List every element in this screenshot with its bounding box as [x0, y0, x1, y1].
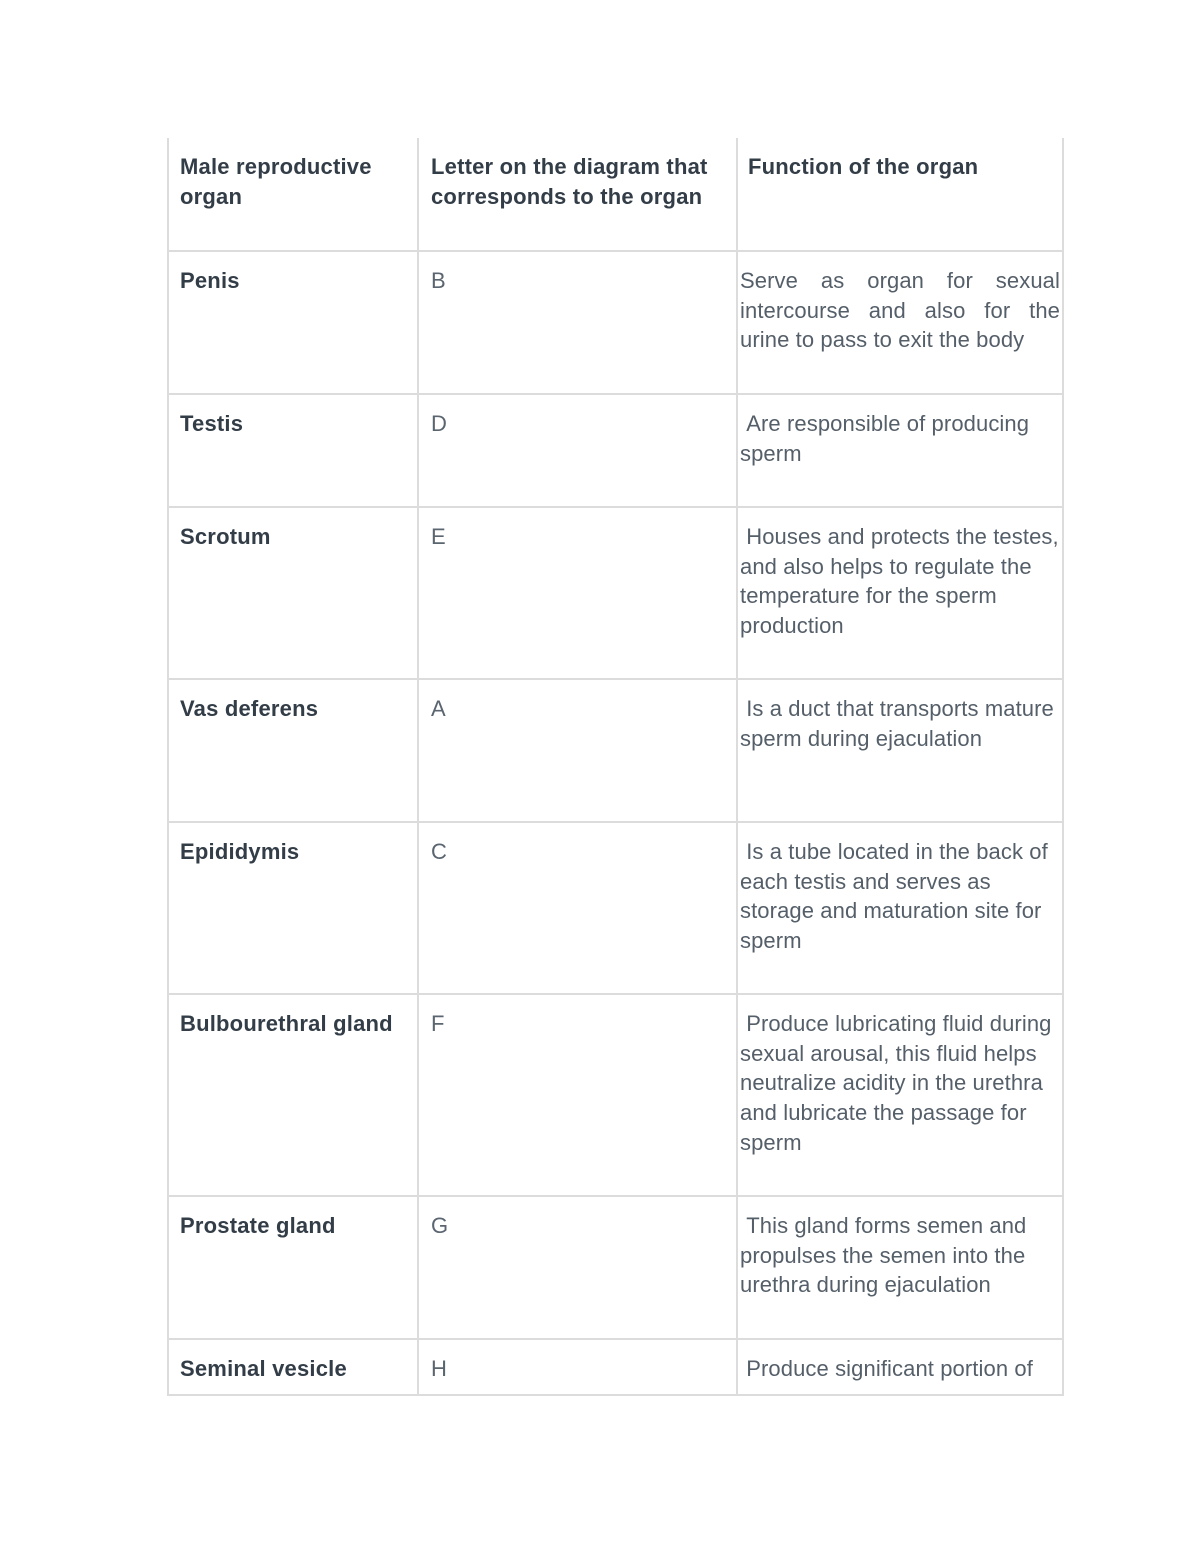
header-function: Function of the organ: [737, 138, 1063, 251]
organ-cell: Scrotum: [168, 507, 418, 679]
organ-cell: Bulbourethral gland: [168, 994, 418, 1196]
organ-cell: Seminal vesicle: [168, 1339, 418, 1395]
header-letter: Letter on the diagram that corresponds to the organ: [418, 138, 737, 251]
function-cell: Are responsible of producing sperm: [737, 394, 1063, 507]
header-organ: Male reproductive organ: [168, 138, 418, 251]
table-row: [168, 1339, 1063, 1395]
letter-cell: G: [418, 1196, 737, 1339]
letter-cell: F: [418, 994, 737, 1196]
letter-cell: D: [418, 394, 737, 507]
letter-cell: C: [418, 822, 737, 994]
table-row: [168, 251, 1063, 394]
organ-cell: Epididymis: [168, 822, 418, 994]
letter-cell: B: [418, 251, 737, 394]
function-cell: Is a duct that transports mature sperm during ejaculation: [737, 679, 1063, 822]
organ-cell: Prostate gland: [168, 1196, 418, 1339]
table-row: [168, 394, 1063, 507]
table-row: [168, 1196, 1063, 1339]
function-cell: Serve as organ for sexual intercourse and also for the urine to pass to exit the body: [737, 251, 1063, 394]
organ-cell: Penis: [168, 251, 418, 394]
function-cell: Houses and protects the testes, and also helps to regulate the temperature for the sperm production: [737, 507, 1063, 679]
table-row: [168, 679, 1063, 822]
function-cell: Produce significant portion of: [737, 1339, 1063, 1395]
organ-cell: Vas deferens: [168, 679, 418, 822]
letter-cell: E: [418, 507, 737, 679]
organ-table: [167, 138, 1064, 1396]
table-row: [168, 507, 1063, 679]
organ-cell: Testis: [168, 394, 418, 507]
table-row: [168, 994, 1063, 1196]
function-cell: This gland forms semen and propulses the semen into the urethra during ejaculation: [737, 1196, 1063, 1339]
letter-cell: H: [418, 1339, 737, 1395]
function-cell: Produce lubricating fluid during sexual arousal, this fluid helps neutralize acidity in the urethra and lubricate the passage for sperm: [737, 994, 1063, 1196]
table-header-row: [168, 138, 1063, 251]
function-cell: Is a tube located in the back of each testis and serves as storage and maturation site for sperm: [737, 822, 1063, 994]
table-row: [168, 822, 1063, 994]
letter-cell: A: [418, 679, 737, 822]
